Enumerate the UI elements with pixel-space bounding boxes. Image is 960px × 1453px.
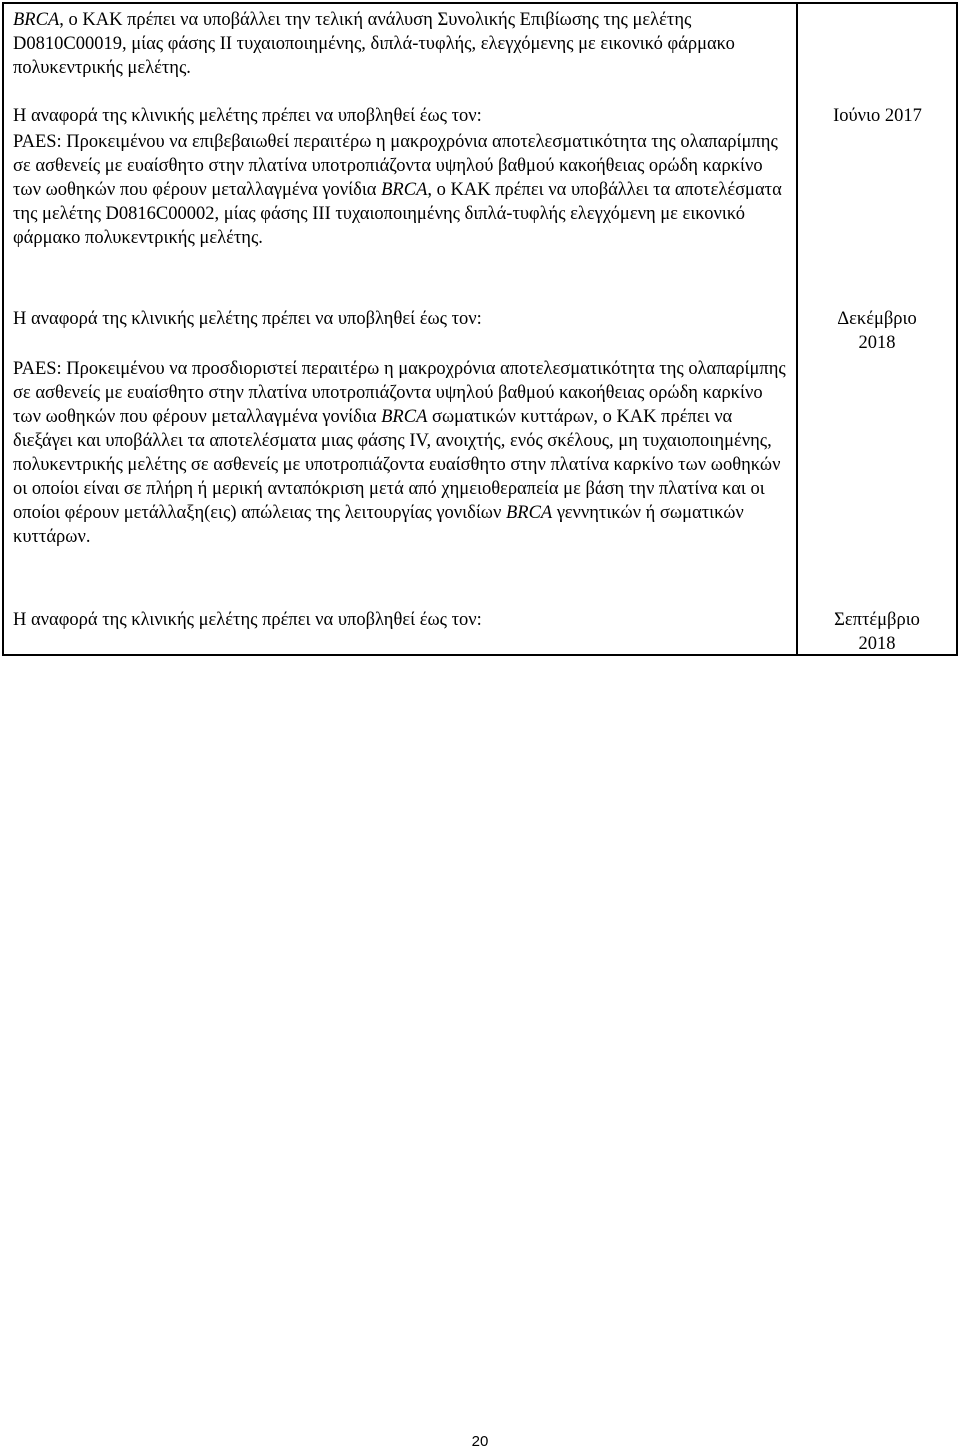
obligation-2-description: PAES: Προκειμένου να επιβεβαιωθεί περαιτέρω η μακροχρόνια αποτελεσματικότητα της ολαπαρίμπης σε ασθενείς με ευαίσθητο στην πλατίνα υποτροπιάζοντα υψηλού βαθμού κακοήθειας ορώδη καρκίνο των ωοθηκών που φέρουν μεταλλαγμένα γονίδια BRCA, ο ΚΑΚ πρέπει να υποβάλλει τα αποτελέσματα της μελέτης D0816C00002, μίας φάσης ΙΙΙ τυχαιοποιημένης διπλά-τυφλής ελεγχόμενη με εικονικό φάρμακο πολυκεντρικής μελέτης. [13, 132, 782, 248]
column-divider [796, 4, 798, 654]
obligation-2-deadline-label: Η αναφορά της κλινικής μελέτης πρέπει να υποβληθεί έως τον: [13, 309, 482, 329]
obligations-table [2, 2, 958, 656]
obligation-1-deadline-date: Ιούνιο 2017 [833, 106, 922, 126]
obligation-1-deadline-label: Η αναφορά της κλινικής μελέτης πρέπει να υποβληθεί έως τον: [13, 106, 482, 126]
obligation-3-deadline-date: Σεπτέμβριο 2018 [834, 610, 920, 654]
obligation-1-description: BRCA, ο ΚΑΚ πρέπει να υποβάλλει την τελική ανάλυση Συνολικής Επιβίωσης της μελέτης D0810C00019, μίας φάσης ΙΙ τυχαιοποιημένης, διπλά-τυφλής, ελεγχόμενης με εικονικό φάρμακο πολυκεντρικής μελέτης. [13, 10, 735, 78]
obligation-3-deadline-label: Η αναφορά της κλινικής μελέτης πρέπει να υποβληθεί έως τον: [13, 610, 482, 630]
page-number: 20 [471, 1433, 489, 1450]
obligation-2-deadline-date: Δεκέμβριο 2018 [837, 309, 917, 353]
obligation-3-description: PAES: Προκειμένου να προσδιοριστεί περαιτέρω η μακροχρόνια αποτελεσματικότητα της ολαπαρίμπης σε ασθενείς με ευαίσθητο στην πλατίνα υποτροπιάζοντα υψηλού βαθμού κακοήθειας ορώδη καρκίνο των ωοθηκών που φέρουν μεταλλαγμένα γονίδια BRCA σωματικών κυττάρων, ο ΚΑΚ πρέπει να διεξάγει και υποβάλλει τα αποτελέσματα μιας φάσης IV, ανοιχτής, ενός σκέλους, μη τυχαιοποιημένης, πολυκεντρικής μελέτης σε ασθενείς με υποτροπιάζοντα ευαίσθητο στην πλατίνα καρκίνο των ωοθηκών οι οποίοι είναι σε πλήρη ή μερική ανταπόκριση μετά από χημειοθεραπεία με βάση την πλατίνα και οι οποίοι φέρουν μετάλλαξη(εις) απώλειας της λειτουργίας γονιδίων BRCA γεννητικών ή σωματικών κυττάρων. [13, 359, 786, 547]
